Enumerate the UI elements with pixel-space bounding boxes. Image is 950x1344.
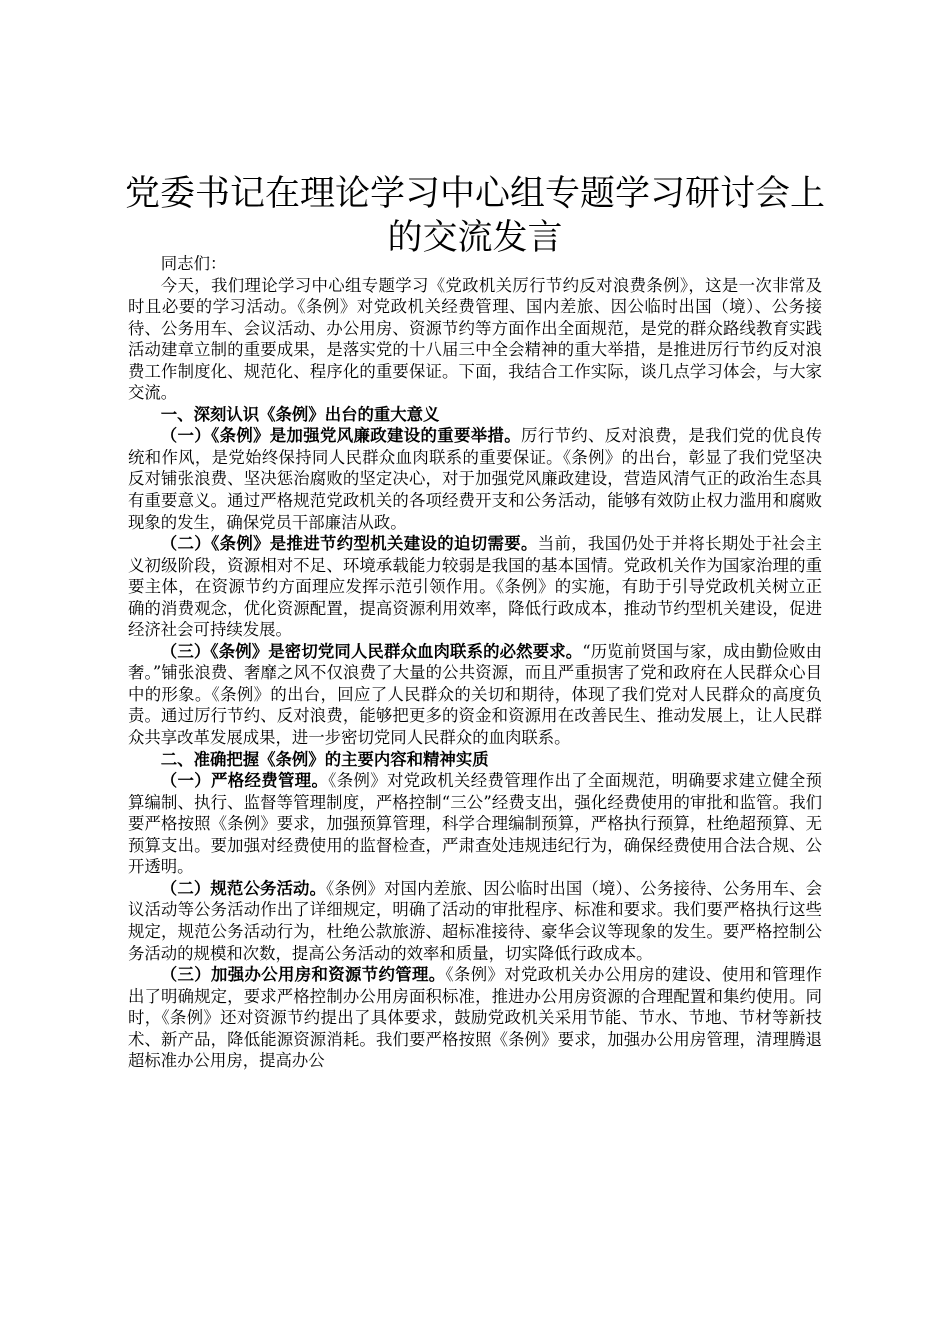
paragraph-lead: （二）《条例》是推进节约型机关建设的迫切需要。	[160, 534, 538, 554]
section2-paragraph-3	[128, 964, 822, 1072]
section-heading-2: 二、准确把握《条例》的主要内容和精神实质	[160, 749, 489, 769]
paragraph-lead: （一）严格经费管理。	[160, 771, 329, 791]
paragraph-text: 当前，我国仍处于并将长期处于社会主义初级阶段，资源相对不足、环境承载能力较弱是我国的基本国情。党政机关作为国家治理的重要主体，在资源节约方面理应发挥示范引领作用。《条例》的实施，有助于引导党政机关树立正确的消费观念，优化资源配置，提高资源利用效率，降低行政成本，推动节约型机关建设，促进经济社会可持续发展。	[128, 534, 822, 640]
document-title: 党委书记在理论学习中心组专题学习研讨会上的交流发言	[124, 174, 825, 258]
paragraph-text: 《条例》对党政机关经费管理作出了全面规范，明确要求建立健全预算编制、执行、监督等管理制度，严格控制“三公”经费支出，强化经费使用的审批和监管。我们要严格按照《条例》要求，加强预算管理，科学合理编制预算，严格执行预算，杜绝超预算、无预算支出。要加强对经费使用的监督检查，严肃查处违规违纪行为，确保经费使用合法合规、公开透明。	[128, 771, 822, 877]
paragraph-text: 《条例》对国内差旅、因公临时出国（境）、公务接待、公务用车、会议活动等公务活动作出了详细规定，明确了活动的审批程序、标准和要求。我们要严格执行这些规定，规范公务活动行为，杜绝公款旅游、超标准接待、豪华会议等现象的发生。要严格控制公务活动的规模和次数，提高公务活动的效率和质量，切实降低行政成本。	[128, 878, 823, 963]
paragraph-lead: （三）《条例》是密切党同人民群众血肉联系的必然要求。	[160, 641, 583, 661]
section1-paragraph-2	[128, 533, 822, 641]
paragraph-lead: （三）加强办公用房和资源节约管理。	[160, 965, 446, 985]
salutation: 同志们：	[160, 254, 227, 273]
document-body	[128, 253, 822, 1072]
paragraph-text: 《条例》对党政机关办公用房的建设、使用和管理作出了明确规定，要求严格控制办公用房面积标准，推进办公用房资源的合理配置和集约使用。同时，《条例》还对资源节约提出了具体要求，鼓励党政机关采用节能、节水、节地、节材等新技术、新产品，降低能源资源消耗。我们要严格按照《条例》要求，加强办公用房管理，清理腾退超标准办公用房，提高办公	[128, 965, 822, 1071]
section2-paragraph-2	[128, 878, 822, 964]
paragraph-text: “历览前贤国与家，成由勤俭败由奢。”铺张浪费、奢靡之风不仅浪费了大量的公共资源，而且严重损害了党和政府在人民群众心目中的形象。《条例》的出台，回应了人民群众的关切和期待，体现了我们党对人民群众的高度负责。通过厉行节约、反对浪费，能够把更多的资金和资源用在改善民生、推动发展上，让人民群众共享改革发展成果，进一步密切党同人民群众的血肉联系。	[128, 641, 822, 748]
section1-paragraph-1	[128, 425, 822, 533]
paragraph-lead: （二）规范公务活动。	[160, 878, 327, 898]
paragraph-lead: （一）《条例》是加强党风廉政建设的重要举措。	[160, 426, 521, 446]
section2-paragraph-1	[128, 770, 822, 878]
paragraph-text: 厉行节约、反对浪费，是我们党的优良传统和作风，是党始终保持同人民群众血肉联系的重要保证。《条例》的出台，彰显了我们党坚决反对铺张浪费、坚决惩治腐败的坚定决心，对于加强党风廉政建设，营造风清气正的政治生态具有重要意义。通过严格规范党政机关的各项经费开支和公务活动，能够有效防止权力滥用和腐败现象的发生，确保党员干部廉洁从政。	[128, 426, 822, 532]
section-heading-1: 一、深刻认识《条例》出台的重大意义	[160, 404, 440, 424]
section1-paragraph-3	[128, 641, 822, 749]
intro-paragraph: 今天，我们理论学习中心组专题学习《党政机关厉行节约反对浪费条例》，这是一次非常及时且必要的学习活动。《条例》对党政机关经费管理、国内差旅、因公临时出国（境）、公务接待、公务用车、会议活动、办公用房、资源节约等方面作出全面规范，是党的群众路线教育实践活动建章立制的重要成果，是落实党的十八届三中全会精神的重大举措，是推进厉行节约反对浪费工作制度化、规范化、程序化的重要保证。下面，我结合工作实际，谈几点学习体会，与大家交流。	[128, 275, 822, 403]
